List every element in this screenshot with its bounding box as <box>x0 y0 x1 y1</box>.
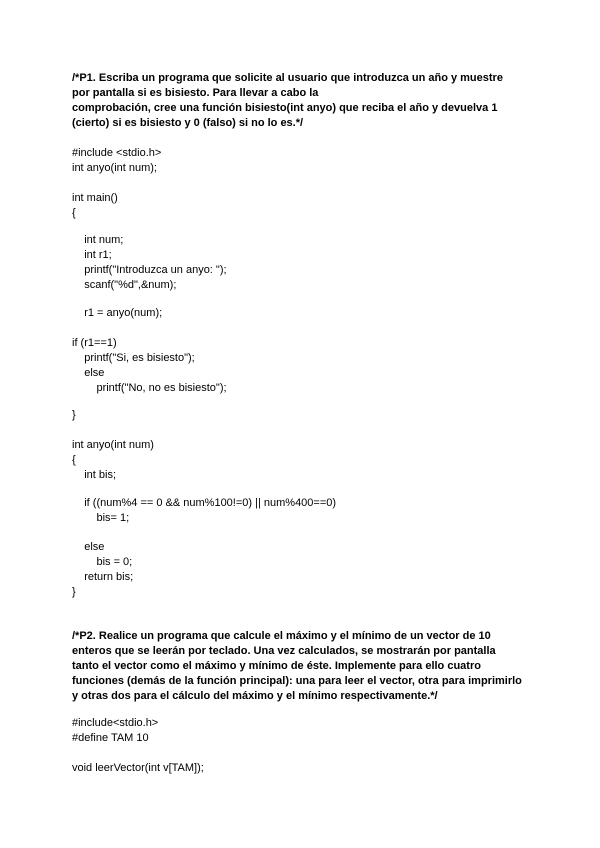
p1-code-line: int bis; <box>72 469 117 481</box>
p1-statement-line-4: (cierto) si es bisiesto y 0 (falso) si no lo es.*/ <box>72 117 304 129</box>
p1-code-line: int anyo(int num) <box>72 439 154 451</box>
p1-statement-line-1: /*P1. Escriba un programa que solicite al usuario que introduzca un año y muestre <box>72 72 503 84</box>
p1-code-line: printf("Si, es bisiesto"); <box>72 352 195 364</box>
p1-code-line: { <box>72 207 76 219</box>
p2-statement-line-4: funciones (demás de la función principal): una para leer el vector, otra para imprimirlo <box>72 675 522 687</box>
p1-code-line: scanf("%d",&num); <box>72 279 177 291</box>
p2-statement-line-2: enteros que se leerán por teclado. Una vez calculados, se mostrarán por pantalla <box>72 645 496 657</box>
p1-statement-line-2: por pantalla si es bisiesto. Para llevar a cabo la <box>72 87 319 99</box>
p1-code-line: } <box>72 409 76 421</box>
p1-code-line: if (r1==1) <box>72 337 117 349</box>
p2-statement-line-5: y otras dos para el cálculo del máximo y el mínimo respectivamente.*/ <box>72 690 438 702</box>
p1-code-line: printf("No, no es bisiesto"); <box>72 382 227 394</box>
p1-code-line: r1 = anyo(num); <box>72 307 163 319</box>
p1-code-line: #include <stdio.h> <box>72 147 162 159</box>
p2-statement-line-3: tanto el vector como el máximo y mínimo de éste. Implemente para ello cuatro <box>72 660 481 672</box>
p1-code-line: else <box>72 367 105 379</box>
p1-code-line: int num; <box>72 234 124 246</box>
p2-code-line: void leerVector(int v[TAM]); <box>72 762 204 774</box>
p1-code-line: bis= 1; <box>72 512 130 524</box>
p1-code-line: } <box>72 586 76 598</box>
p1-code-line: else <box>72 541 105 553</box>
p1-code-line: if ((num%4 == 0 && num%100!=0) || num%400==0) <box>72 497 337 509</box>
p2-code-line: #define TAM 10 <box>72 732 149 744</box>
p1-code-line: return bis; <box>72 571 134 583</box>
p1-code-line: int r1; <box>72 249 112 261</box>
p1-code-line: int anyo(int num); <box>72 162 157 174</box>
p1-code-line: printf("Introduzca un anyo: "); <box>72 264 227 276</box>
p1-code-line: { <box>72 454 76 466</box>
p2-code-line: #include<stdio.h> <box>72 717 159 729</box>
p2-statement-line-1: /*P2. Realice un programa que calcule el máximo y el mínimo de un vector de 10 <box>72 630 491 642</box>
p1-code-line: int main() <box>72 192 118 204</box>
p1-code-line: bis = 0; <box>72 556 133 568</box>
p1-statement-line-3: comprobación, cree una función bisiesto(int anyo) que reciba el año y devuelva 1 <box>72 102 498 114</box>
